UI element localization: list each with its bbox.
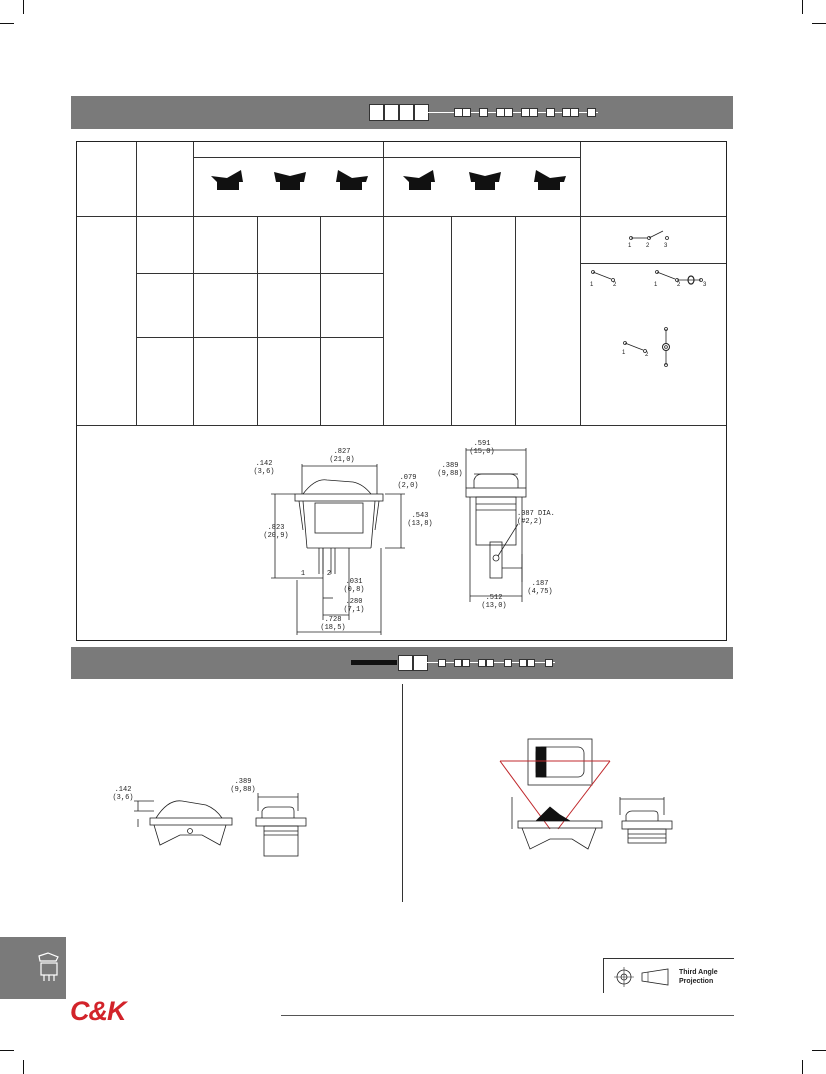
- pin-label: 1: [628, 243, 632, 249]
- options-table: [76, 141, 727, 641]
- dim-actuator-offset: .142 (3,6): [253, 460, 275, 476]
- pin-label: 1: [622, 350, 626, 356]
- dim-offset: .142 (3,6): [112, 786, 134, 802]
- dim-total-height: .823 (20,9): [263, 524, 289, 540]
- pin-label: 2: [677, 282, 681, 288]
- brand-logo: C&K: [70, 996, 126, 1026]
- rocker-silhouette-icon: [401, 168, 437, 192]
- schematic-spdt: [617, 228, 687, 250]
- pin-label: 2: [326, 570, 332, 578]
- crop-mark: [812, 23, 826, 24]
- dim-term-width: .031 (0,8): [343, 578, 365, 594]
- dim-body-height: .543 (13,8): [407, 512, 433, 528]
- dim-rocker-width: .389 (9,88): [437, 462, 463, 478]
- dim-bottom-width: .512 (13,0): [481, 594, 507, 610]
- crop-mark: [802, 1060, 803, 1074]
- sidebar-category-tab: [0, 937, 66, 999]
- pin-label: 3: [664, 243, 668, 249]
- dim-hole: .087 DIA. (#2,2): [517, 510, 555, 526]
- third-angle-projection-box: [603, 958, 734, 993]
- pin-label: 3: [703, 282, 707, 288]
- pin-label: 1: [300, 570, 306, 578]
- dim-top-gap: .079 (2,0): [397, 474, 419, 490]
- rocker-silhouette-icon: [467, 168, 503, 192]
- dim-top-width: .591 (15,0): [469, 440, 495, 456]
- dim-width: .389 (9,88): [230, 778, 256, 794]
- crop-mark: [802, 0, 803, 14]
- projection-label: Third Angle Projection: [679, 969, 718, 985]
- schematic-lamp: [649, 266, 719, 288]
- rocker-silhouette-icon: [209, 168, 245, 192]
- footer-rule: [281, 1015, 734, 1016]
- section-header-band: [71, 96, 733, 129]
- crop-mark: [812, 1050, 826, 1051]
- projection-symbol-icon: [612, 965, 676, 989]
- actuator-side-drawing: [130, 785, 330, 865]
- schematic-spst-lamp: [617, 325, 687, 371]
- dimension-drawing-side: [267, 460, 407, 635]
- dim-term-spacing: .280 (7,1): [343, 598, 365, 614]
- schematic-spst: [585, 266, 625, 288]
- crop-mark: [23, 1060, 24, 1074]
- pin-label: 2: [613, 282, 617, 288]
- crop-mark: [0, 1050, 14, 1051]
- crop-mark: [0, 23, 14, 24]
- illuminated-rocker-drawing: [498, 735, 698, 860]
- rocker-silhouette-icon: [532, 168, 568, 192]
- pin-label: 2: [646, 243, 650, 249]
- pin-label: 2: [645, 352, 649, 358]
- rocker-silhouette-icon: [272, 168, 308, 192]
- crop-mark: [23, 0, 24, 14]
- dim-tab-width: .187 (4,75): [527, 580, 553, 596]
- rocker-silhouette-icon: [334, 168, 370, 192]
- rocker-switch-icon: [36, 951, 62, 985]
- pin-label: 1: [590, 282, 594, 288]
- section-divider: [402, 684, 403, 902]
- pin-label: 1: [654, 282, 658, 288]
- dim-overall-width: .827 (21,0): [329, 448, 355, 464]
- dim-base-width: .728 (18,5): [320, 616, 346, 632]
- section-header-band: [71, 647, 733, 679]
